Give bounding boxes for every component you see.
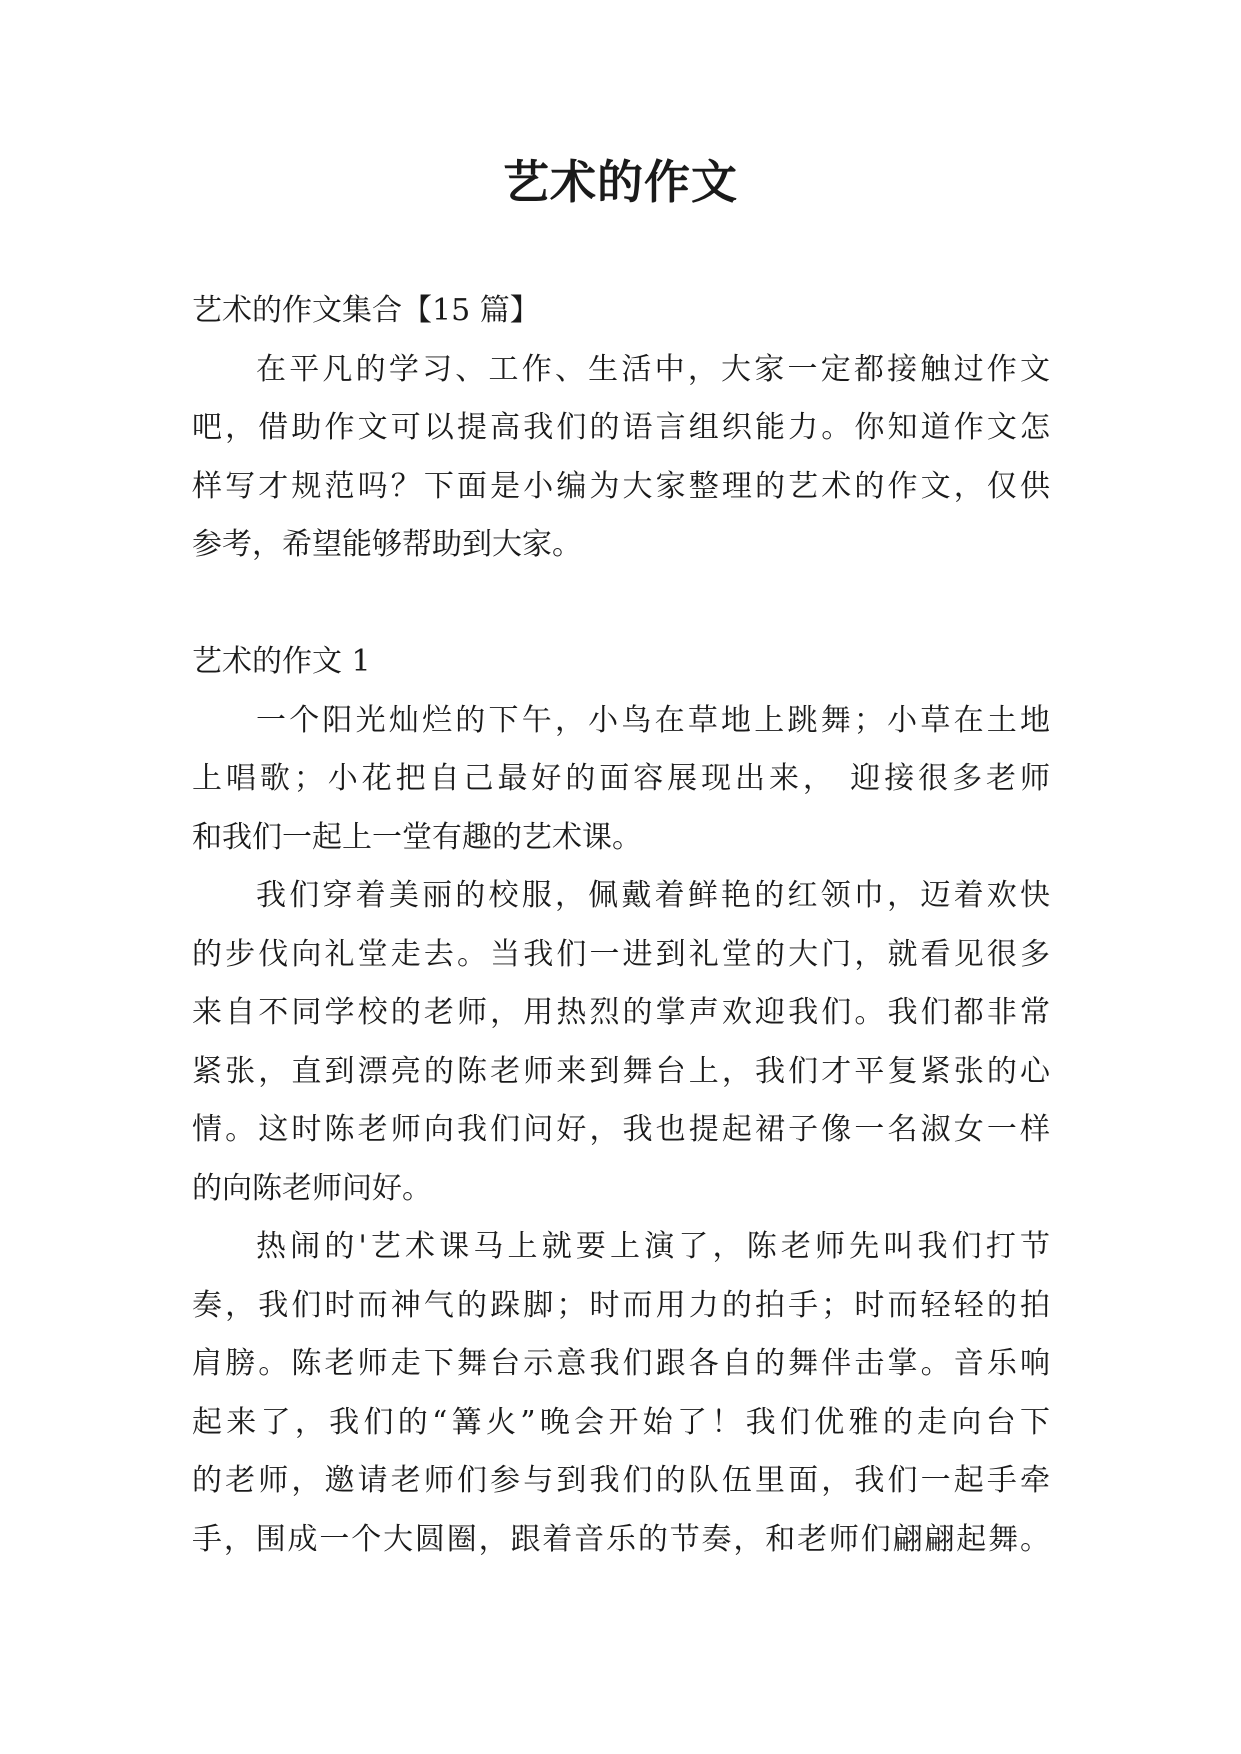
paragraph-line: 上唱歌；小花把自己最好的面容展现出来， 迎接很多老师 bbox=[192, 761, 1050, 796]
section-spacer bbox=[192, 575, 1050, 634]
paragraph-line: 热闹的'艺术课马上就要上演了，陈老师先叫我们打节 bbox=[256, 1229, 1050, 1264]
document-subtitle: 艺术的作文集合【15 篇】 bbox=[192, 293, 540, 328]
paragraph-line: 手，围成一个大圆圈，跟着音乐的节奏，和老师们翩翩起舞。 bbox=[192, 1521, 1050, 1557]
paragraph-line: 我们穿着美丽的校服，佩戴着鲜艳的红领巾，迈着欢快 bbox=[256, 878, 1050, 913]
paragraph-line: 一个阳光灿烂的下午，小鸟在草地上跳舞；小草在土地 bbox=[256, 702, 1050, 738]
paragraph-3 bbox=[192, 1218, 1050, 1569]
paragraph-line: 肩膀。陈老师走下舞台示意我们跟各自的舞伴击掌。音乐响 bbox=[192, 1346, 1050, 1381]
paragraph-1 bbox=[192, 692, 1050, 868]
paragraph-line: 来自不同学校的老师，用热烈的掌声欢迎我们。我们都非常 bbox=[192, 995, 1050, 1030]
document-body bbox=[192, 282, 1050, 1569]
section-heading: 艺术的作文 1 bbox=[192, 644, 371, 679]
intro-line: 参考，希望能够帮助到大家。 bbox=[192, 527, 582, 562]
intro-line: 吧，借助作文可以提高我们的语言组织能力。你知道作文怎 bbox=[192, 410, 1050, 445]
paragraph-line: 情。这时陈老师向我们问好，我也提起裙子像一名淑女一样 bbox=[192, 1112, 1050, 1147]
paragraph-line: 紧张，直到漂亮的陈老师来到舞台上，我们才平复紧张的心 bbox=[192, 1053, 1050, 1089]
intro-paragraph bbox=[192, 341, 1050, 575]
intro-line: 在平凡的学习、工作、生活中，大家一定都接触过作文 bbox=[256, 351, 1050, 387]
paragraph-line: 的老师，邀请老师们参与到我们的队伍里面，我们一起手牵 bbox=[192, 1463, 1050, 1498]
document-title: 艺术的作文 bbox=[503, 155, 738, 209]
intro-line: 样写才规范吗？下面是小编为大家整理的艺术的作文，仅供 bbox=[192, 468, 1050, 504]
paragraph-line: 起来了，我们的“篝火”晚会开始了！我们优雅的走向台下 bbox=[192, 1404, 1050, 1440]
paragraph-line: 的向陈老师问好。 bbox=[192, 1170, 432, 1206]
paragraph-2 bbox=[192, 867, 1050, 1218]
paragraph-line: 的步伐向礼堂走去。当我们一进到礼堂的大门，就看见很多 bbox=[192, 936, 1050, 972]
paragraph-line: 和我们一起上一堂有趣的艺术课。 bbox=[192, 819, 642, 855]
paragraph-line: 奏，我们时而神气的跺脚；时而用力的拍手；时而轻轻的拍 bbox=[192, 1287, 1050, 1323]
